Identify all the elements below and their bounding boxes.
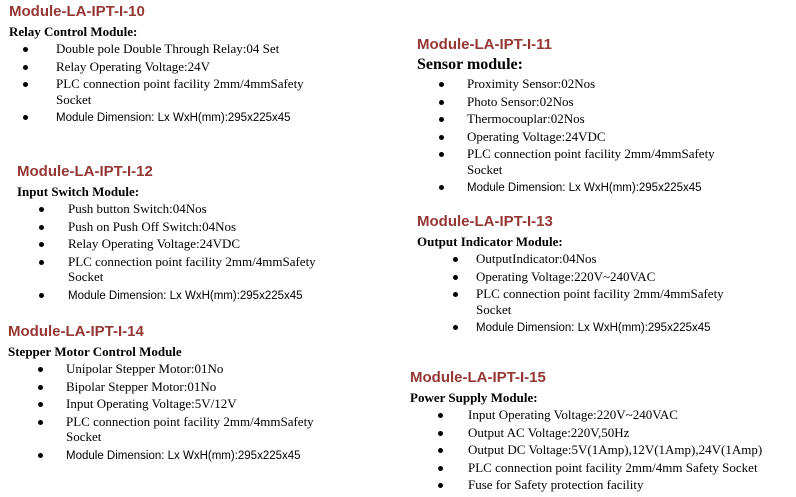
bullet-icon xyxy=(453,325,458,330)
spec-text: OutputIndicator:04Nos xyxy=(476,251,597,266)
spec-text: Module Dimension: Lx WxH(mm):295x225x45 xyxy=(56,112,291,124)
spec-item xyxy=(453,319,787,337)
bullet-icon xyxy=(438,483,443,488)
spec-text: Proximity Sensor:02Nos xyxy=(467,76,596,91)
bullet-icon xyxy=(23,47,28,52)
module-code: Module-LA-IPT-I-10 xyxy=(9,3,145,20)
bullet-icon xyxy=(438,466,443,471)
spec-text: Input Operating Voltage:5V/12V xyxy=(66,396,237,411)
spec-item xyxy=(439,129,787,145)
bullet-icon xyxy=(453,275,458,280)
spec-text: Module Dimension: Lx WxH(mm):295x225x45 xyxy=(476,322,711,334)
bullet-icon xyxy=(23,115,28,120)
spec-text: Module Dimension: Lx WxH(mm):295x225x45 xyxy=(66,449,301,462)
bullet-icon xyxy=(453,292,458,297)
spec-item xyxy=(438,407,794,423)
spec-item xyxy=(439,146,787,177)
module-la-ipt-i-14 xyxy=(8,323,388,466)
spec-text: PLC connection point facility 2mm/4mmSafety Socket xyxy=(56,76,304,107)
spec-item xyxy=(19,76,389,107)
spec-item xyxy=(438,425,794,441)
module-la-ipt-i-13 xyxy=(417,213,787,339)
module-name: Output Indicator Module: xyxy=(417,234,563,249)
spec-text: Push button Switch:04Nos xyxy=(68,201,207,216)
spec-text: Relay Operating Voltage:24V xyxy=(56,58,211,74)
spec-list xyxy=(39,201,387,304)
spec-item xyxy=(38,447,388,465)
spec-text: PLC connection point facility 2mm/4mmSafety Socket xyxy=(476,286,724,317)
spec-item xyxy=(439,111,787,127)
spec-text: Module Dimension: Lx WxH(mm):295x225x45 xyxy=(467,182,702,194)
spec-list xyxy=(438,407,794,493)
module-la-ipt-i-11 xyxy=(417,36,787,199)
spec-list xyxy=(19,41,389,127)
spec-item xyxy=(439,179,787,197)
module-code: Module-LA-IPT-I-13 xyxy=(417,213,553,230)
bullet-icon xyxy=(39,260,44,265)
module-la-ipt-i-10 xyxy=(9,3,389,129)
spec-text: Operating Voltage:220V~240VAC xyxy=(476,268,656,284)
spec-item xyxy=(38,414,388,445)
spec-text: Push on Push Off Switch:04Nos xyxy=(68,218,237,234)
bullet-icon xyxy=(38,402,43,407)
spec-item xyxy=(39,236,387,252)
spec-item xyxy=(38,396,388,412)
spec-item xyxy=(39,254,387,285)
bullet-icon xyxy=(439,135,444,140)
module-code: Module-LA-IPT-I-15 xyxy=(410,369,546,386)
spec-text: Double pole Double Through Relay:04 Set xyxy=(56,41,280,56)
spec-item xyxy=(453,269,787,285)
spec-text: PLC connection point facility 2mm/4mmSafety Socket xyxy=(66,413,314,444)
spec-text: PLC connection point facility 2mm/4mm Safety Socket xyxy=(468,459,758,475)
spec-text: Fuse for Safety protection facility xyxy=(468,477,644,492)
module-name: Input Switch Module: xyxy=(17,184,140,199)
module-code: Module-LA-IPT-I-14 xyxy=(8,323,144,340)
bullet-icon xyxy=(38,420,43,425)
module-code: Module-LA-IPT-I-11 xyxy=(417,36,552,53)
spec-item xyxy=(39,287,387,305)
spec-item xyxy=(438,477,794,493)
spec-item xyxy=(19,41,389,57)
bullet-icon xyxy=(39,242,44,247)
bullet-icon xyxy=(438,448,443,453)
spec-item xyxy=(438,460,794,476)
spec-text: Output AC Voltage:220V,50Hz xyxy=(468,424,630,440)
bullet-icon xyxy=(438,413,443,418)
bullet-icon xyxy=(23,65,28,70)
bullet-icon xyxy=(39,225,44,230)
bullet-icon xyxy=(23,82,28,87)
spec-item xyxy=(38,361,388,377)
module-name: Stepper Motor Control Module xyxy=(8,344,182,359)
bullet-icon xyxy=(38,367,43,372)
spec-text: PLC connection point facility 2mm/4mmSafety Socket xyxy=(467,146,715,177)
module-la-ipt-i-12 xyxy=(17,163,387,306)
spec-text: Bipolar Stepper Motor:01No xyxy=(66,378,217,394)
spec-text: Photo Sensor:02Nos xyxy=(467,93,574,109)
module-name: Sensor module: xyxy=(417,56,523,73)
module-name: Power Supply Module: xyxy=(410,390,538,405)
spec-item xyxy=(39,201,387,217)
bullet-icon xyxy=(439,100,444,105)
spec-text: Relay Operating Voltage:24VDC xyxy=(68,236,241,251)
spec-list xyxy=(439,76,787,197)
spec-text: Input Operating Voltage:220V~240VAC xyxy=(468,407,678,422)
module-la-ipt-i-15 xyxy=(410,369,794,495)
spec-item xyxy=(19,109,389,127)
spec-item xyxy=(453,251,787,267)
spec-text: Unipolar Stepper Motor:01No xyxy=(66,361,224,376)
spec-text: PLC connection point facility 2mm/4mmSafety Socket xyxy=(68,253,316,284)
spec-text: Operating Voltage:24VDC xyxy=(467,128,606,144)
module-name: Relay Control Module: xyxy=(9,24,138,39)
spec-item xyxy=(453,286,787,317)
bullet-icon xyxy=(439,117,444,122)
spec-list xyxy=(38,361,388,464)
spec-item xyxy=(38,379,388,395)
spec-item xyxy=(438,442,794,458)
bullet-icon xyxy=(38,453,43,458)
spec-item xyxy=(39,219,387,235)
bullet-icon xyxy=(439,152,444,157)
bullet-icon xyxy=(39,293,44,298)
module-code: Module-LA-IPT-I-12 xyxy=(17,163,153,180)
bullet-icon xyxy=(453,257,458,262)
bullet-icon xyxy=(38,385,43,390)
spec-item xyxy=(439,76,787,92)
spec-list xyxy=(453,251,787,337)
spec-text: Module Dimension: Lx WxH(mm):295x225x45 xyxy=(68,289,303,302)
spec-text: Thermocouplar:02Nos xyxy=(467,111,585,126)
spec-item xyxy=(19,59,389,75)
bullet-icon xyxy=(438,431,443,436)
bullet-icon xyxy=(39,207,44,212)
spec-text: Output DC Voltage:5V(1Amp),12V(1Amp),24V(1Amp) xyxy=(468,442,763,457)
spec-item xyxy=(439,94,787,110)
bullet-icon xyxy=(439,185,444,190)
bullet-icon xyxy=(439,82,444,87)
